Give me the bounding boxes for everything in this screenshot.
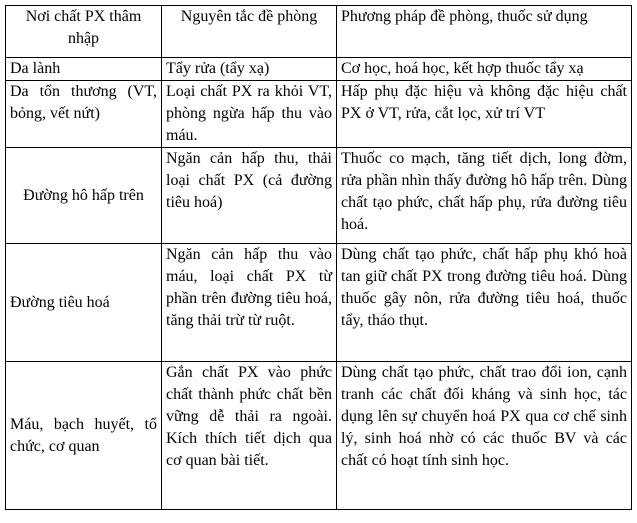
cell-method: Thuốc co mạch, tăng tiết dịch, long đờm, rửa phần nhìn thấy đường hô hấp trên. Dùng chất tạo phức, chất hấp phụ, rửa đường tiêu hoá.: [337, 148, 632, 244]
cell-principle: Loại chất PX ra khỏi VT, phòng ngừa hấp thu vào máu.: [162, 81, 337, 148]
header-entry-site: Nơi chất PX thâm nhập: [6, 6, 162, 58]
cell-site: Máu, bạch huyết, tổ chức, cơ quan: [6, 362, 162, 510]
cell-method: Dùng chất tạo phức, chất trao đổi ion, cạnh tranh các chất đối kháng và sinh học, tác dụng lên sự chuyển hoá PX qua cơ chế sinh lý, sinh hoá nhờ có các thuốc BV và các chất có hoạt tính sinh học.: [337, 362, 632, 510]
table-row: [6, 244, 632, 362]
table-header-row: [6, 6, 632, 58]
cell-method: Dùng chất tạo phức, chất hấp phụ khó hoà tan giữ chất PX trong đường tiêu hoá. Dùng thuốc gây nôn, rửa đường tiêu hoá, thuốc tẩy, tháo thụt.: [337, 244, 632, 362]
cell-principle: Tẩy rửa (tẩy xạ): [162, 58, 337, 81]
cell-principle: Ngăn cản hấp thu vào máu, loại chất PX từ phần trên đường tiêu hoá, tăng thải trừ từ ruột.: [162, 244, 337, 362]
table-row: [6, 148, 632, 244]
header-prevention-principle: Nguyên tắc đề phòng: [162, 6, 337, 58]
cell-principle: Ngăn cản hấp thu, thải loại chất PX (cả đường tiêu hoá): [162, 148, 337, 244]
cell-site: Đường hô hấp trên: [6, 148, 162, 244]
cell-principle: Gắn chất PX vào phức chất thành phức chất bền vững dễ thải ra ngoài. Kích thích tiết dịch qua cơ quan bài tiết.: [162, 362, 337, 510]
cell-method: Cơ học, hoá học, kết hợp thuốc tẩy xạ: [337, 58, 632, 81]
cell-method: Hấp phụ đặc hiệu và không đặc hiệu chất PX ở VT, rửa, cắt lọc, xử trí VT: [337, 81, 632, 148]
cell-site: Da tổn thương (VT, bỏng, vết nứt): [6, 81, 162, 148]
table-row: [6, 362, 632, 510]
cell-site: Đường tiêu hoá: [6, 244, 162, 362]
header-prevention-method: Phương pháp đề phòng, thuốc sử dụng: [337, 6, 632, 58]
cell-site: Da lành: [6, 58, 162, 81]
prevention-table: [5, 5, 632, 510]
table-row: [6, 81, 632, 148]
table-row: [6, 58, 632, 81]
